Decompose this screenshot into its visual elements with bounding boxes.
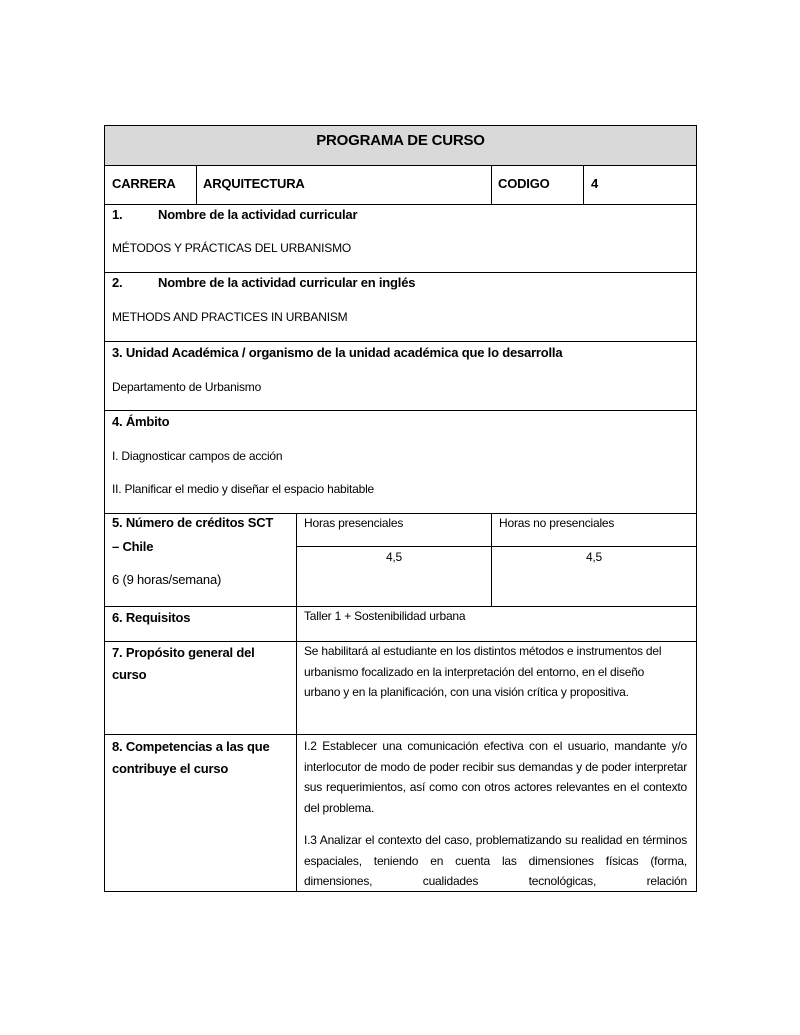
section-2 [104, 272, 697, 342]
codigo-value-cell [583, 165, 697, 205]
section-3-value: Departamento de Urbanismo [112, 380, 262, 394]
codigo-value: 4 [591, 176, 599, 191]
section-5-heading-cont: – Chile [112, 539, 154, 554]
codigo-label: CODIGO [498, 176, 550, 191]
section-5-label-cell [104, 513, 297, 607]
section-7-value: Se habilitará al estudiante en los distintos métodos e instrumentos del urbanismo focalizado en la interpretación del entorno, en el diseño urbano y en la planificación, con una visión crítica y propositiva. [304, 644, 662, 699]
section-4-item: II. Planificar el medio y diseñar el espacio habitable [112, 482, 375, 496]
no-presenciales-label-cell [491, 513, 697, 547]
competency-paragraph: I.3 Analizar el contexto del caso, problematizando su realidad en términos espaciales, teniendo en cuenta las dimensiones físicas (forma, dimensiones, cualidades tecnológicas, relación [304, 833, 687, 888]
section-3 [104, 341, 697, 411]
carrera-value: ARQUITECTURA [203, 176, 305, 191]
carrera-value-cell [196, 165, 492, 205]
section-2-heading: Nombre de la actividad curricular en inglés [158, 275, 416, 290]
no-presenciales-label: Horas no presenciales [499, 516, 615, 530]
title-cell [104, 125, 697, 166]
presenciales-label: Horas presenciales [304, 516, 404, 530]
section-1-value: MÉTODOS Y PRÁCTICAS DEL URBANISMO [112, 241, 352, 255]
section-6-heading: 6. Requisitos [112, 610, 191, 625]
section-4-item: I. Diagnosticar campos de acción [112, 449, 283, 463]
section-1 [104, 204, 697, 273]
section-6-label-cell [104, 606, 297, 642]
carrera-label-cell [104, 165, 197, 205]
section-7-heading-cont: curso [112, 667, 147, 682]
section-2-number: 2. [112, 275, 123, 290]
presenciales-value-cell [296, 546, 492, 607]
carrera-label: CARRERA [112, 176, 176, 191]
section-3-heading: 3. Unidad Académica / organismo de la unidad académica que lo desarrolla [112, 345, 563, 360]
section-4 [104, 410, 697, 514]
section-5-heading: 5. Número de créditos SCT [112, 515, 274, 530]
page-title: PROGRAMA DE CURSO [316, 132, 485, 149]
section-8-label-cell [104, 734, 297, 892]
section-7-label-cell [104, 641, 297, 735]
section-8-value-cell [296, 734, 697, 892]
section-7-heading: 7. Propósito general del [112, 645, 255, 660]
section-8-heading-cont: contribuye el curso [112, 761, 229, 776]
presenciales-label-cell [296, 513, 492, 547]
section-6-value: Taller 1 + Sostenibilidad urbana [304, 609, 466, 623]
no-presenciales-value-cell [491, 546, 697, 607]
codigo-label-cell [491, 165, 584, 205]
section-5-credits: 6 (9 horas/semana) [112, 572, 222, 587]
competency-paragraph: I.2 Establecer una comunicación efectiva con el usuario, mandante y/o interlocutor de modo de poder recibir sus demandas y de poder interpretar sus requerimientos, así como con otros actores relevantes en el contexto del problema. [304, 739, 687, 815]
section-1-number: 1. [112, 207, 123, 222]
section-6-value-cell [296, 606, 697, 642]
section-8-heading: 8. Competencias a las que [112, 739, 270, 754]
section-2-value: METHODS AND PRACTICES IN URBANISM [112, 310, 348, 324]
presenciales-value: 4,5 [385, 550, 403, 564]
section-4-heading: 4. Ámbito [112, 414, 170, 429]
section-1-heading: Nombre de la actividad curricular [158, 207, 358, 222]
section-7-value-cell [296, 641, 697, 735]
no-presenciales-value: 4,5 [585, 550, 603, 564]
